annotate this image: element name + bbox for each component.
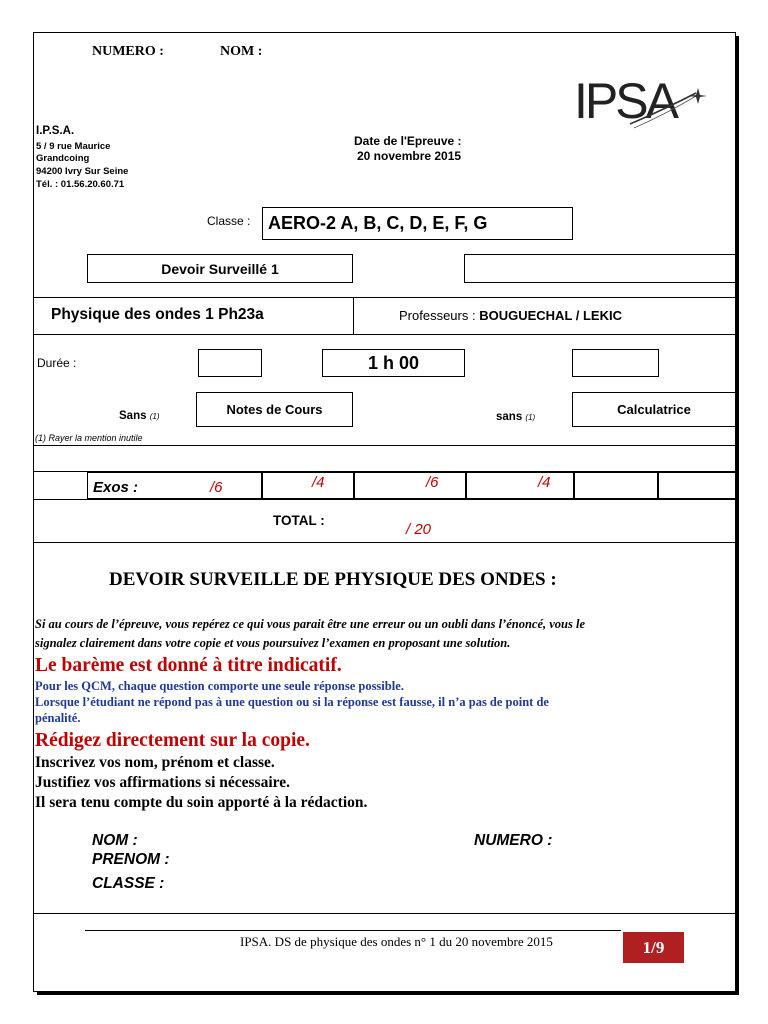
- school-address-2: Grandcoing: [36, 153, 90, 164]
- qcm-line-2: Lorsque l’étudiant ne répond pas à une question ou si la réponse est fausse, il n’a pas de point de: [35, 695, 549, 709]
- redigez-notice: Rédigez directement sur la copie.: [35, 730, 310, 751]
- course-title: Physique des ondes 1 Ph23a: [51, 306, 264, 323]
- total-value: / 20: [406, 521, 432, 538]
- score-exo-3: /6: [426, 474, 439, 491]
- exos-label: Exos :: [93, 479, 139, 496]
- devoir-blank-field[interactable]: [464, 254, 736, 283]
- student-numero-label: NUMERO :: [474, 832, 553, 849]
- classe-field[interactable]: AERO-2 A, B, C, D, E, F, G: [262, 207, 573, 240]
- student-nom-label: NOM :: [92, 832, 138, 849]
- notes-de-cours-option[interactable]: Notes de Cours: [196, 392, 353, 427]
- bareme-notice: Le barème est donné à titre indicatif.: [35, 655, 342, 676]
- professors-names: BOUGUECHAL / LEKIC: [479, 308, 622, 323]
- score-exo-1: /6: [210, 479, 223, 496]
- qcm-line-1: Pour les QCM, chaque question comporte une seule réponse possible.: [35, 679, 404, 693]
- sans-text-2: sans: [496, 411, 523, 423]
- devoir-type-field: Devoir Surveillé 1: [87, 254, 353, 283]
- qcm-line-3: pénalité.: [35, 711, 81, 725]
- instruction-3: Il sera tenu compte du soin apporté à la rédaction.: [35, 794, 368, 811]
- total-label: TOTAL :: [273, 513, 325, 528]
- course-divider: [353, 297, 354, 335]
- exam-date-label: Date de l'Epreuve :: [354, 134, 462, 148]
- score-exo-4: /4: [538, 474, 551, 491]
- duree-blank-1[interactable]: [198, 349, 262, 377]
- school-phone: Tél. : 01.56.20.60.71: [36, 179, 125, 190]
- footer-text: IPSA. DS de physique des ondes n° 1 du 20 novembre 2015: [240, 934, 553, 949]
- duree-blank-2[interactable]: [572, 349, 659, 377]
- sans-note-1: (1): [149, 412, 160, 421]
- student-classe-label: CLASSE :: [92, 875, 165, 892]
- grade-cell-5[interactable]: [574, 472, 658, 499]
- nom-label: NOM :: [220, 44, 263, 59]
- professors: [399, 308, 622, 323]
- grade-cell-2[interactable]: [262, 472, 354, 499]
- sans-note-2: (1): [525, 413, 536, 422]
- classe-label: Classe :: [207, 214, 251, 228]
- star-icon: [689, 88, 707, 104]
- school-address-3: 94200 Ivry Sur Seine: [36, 166, 129, 177]
- footnote: (1) Rayer la mention inutile: [35, 433, 143, 443]
- student-prenom-label: PRENOM :: [92, 851, 170, 868]
- grade-cell-4[interactable]: [466, 472, 574, 499]
- grades-rule-2: [33, 499, 736, 500]
- sans-label-2: [496, 411, 535, 423]
- grade-cell-3[interactable]: [354, 472, 466, 499]
- exam-title: DEVOIR SURVEILLE DE PHYSIQUE DES ONDES :: [109, 569, 557, 590]
- exam-date-value: 20 novembre 2015: [357, 149, 462, 163]
- content-bottom-rule: [33, 913, 736, 914]
- instruction-1: Inscrivez vos nom, prénom et classe.: [35, 754, 275, 771]
- logo-text: IPSA: [574, 73, 676, 129]
- score-exo-2: /4: [312, 474, 325, 491]
- sans-label-1: [119, 410, 159, 422]
- school-address-1: 5 / 9 rue Maurice: [36, 141, 111, 152]
- grade-cell-6[interactable]: [658, 472, 736, 499]
- footer-rule: [85, 930, 621, 931]
- duree-label: Durée :: [37, 356, 77, 370]
- professors-separator: :: [468, 308, 480, 323]
- page-number-badge: 1/9: [623, 932, 684, 963]
- sans-text-1: Sans: [119, 410, 147, 422]
- page-shadow-bottom: [37, 992, 739, 995]
- page-shadow-right: [736, 36, 739, 994]
- instruction-2: Justifiez vos affirmations si nécessaire.: [35, 774, 290, 791]
- numero-label: NUMERO :: [92, 44, 164, 59]
- calculatrice-option[interactable]: Calculatrice: [572, 392, 736, 427]
- school-name: I.P.S.A.: [36, 125, 75, 137]
- intro-line-2: signalez clairement dans votre copie et vous poursuivez l’examen en proposant une solution.: [35, 636, 511, 650]
- ipsa-logo: [568, 60, 718, 140]
- professors-label: Professeurs: [399, 308, 469, 323]
- intro-line-1: Si au cours de l’épreuve, vous repérez ce qui vous parait être une erreur ou un oubli dans l’énoncé, vous le: [35, 617, 586, 631]
- duree-value: 1 h 00: [322, 349, 465, 377]
